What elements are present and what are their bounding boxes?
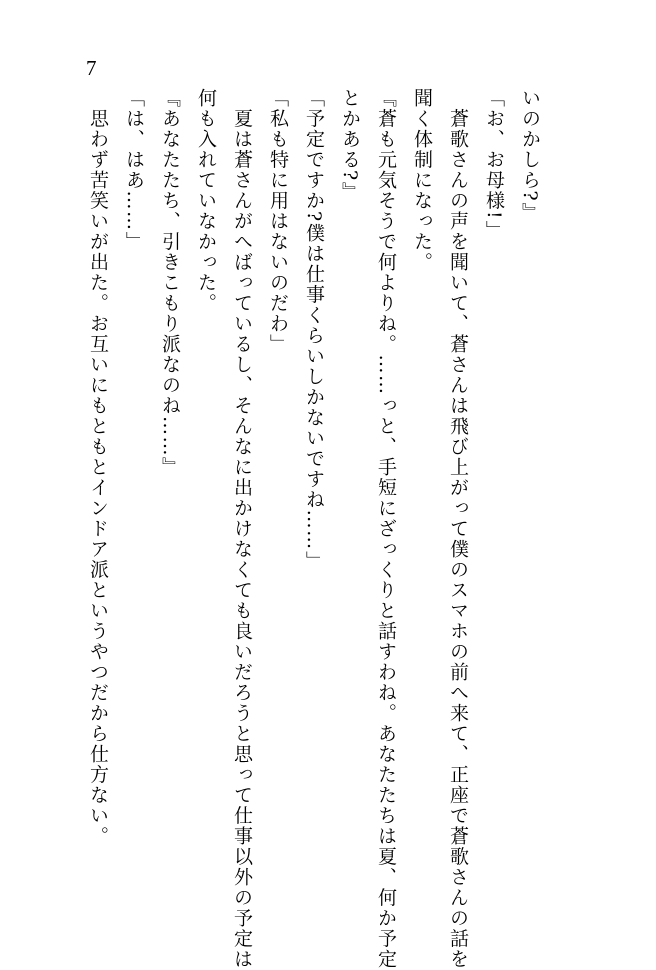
text-line: 『あなたたち、引きこもり派なのね……』 bbox=[159, 88, 181, 478]
text-line: 「私も特に用はないのだわ」 bbox=[267, 88, 289, 355]
text-line: 『蒼も元気そうで何よりね。……っと、手短にざっくりと話すわね。あなたたちは夏、何か予定 bbox=[375, 88, 397, 970]
text-line: 「は、はあ……」 bbox=[123, 88, 145, 252]
page-number: 7 bbox=[86, 56, 97, 80]
vertical-text-body bbox=[80, 88, 548, 970]
text-line: 思わず苦笑いが出た。お互いにもともとインドア派というやつだから仕方ない。 bbox=[87, 88, 109, 847]
text-line: 聞く体制になった。 bbox=[411, 88, 433, 273]
text-line: いのかしら?』 bbox=[519, 88, 541, 223]
text-line: 蒼歌さんの声を聞いて、蒼さんは飛び上がって僕のスマホの前へ来て、正座で蒼歌さんの話を bbox=[447, 88, 469, 970]
text-line: 夏は蒼さんがへばっているし、そんなに出かけなくても良いだろうと思って仕事以外の予定は bbox=[231, 88, 253, 970]
text-line: 「予定ですか?僕は仕事くらいしかないですね……」 bbox=[303, 88, 325, 572]
text-line: とかある?』 bbox=[339, 88, 361, 203]
text-line: 何も入れていなかった。 bbox=[195, 88, 217, 314]
text-line: 「お、お母様!」 bbox=[483, 88, 505, 241]
